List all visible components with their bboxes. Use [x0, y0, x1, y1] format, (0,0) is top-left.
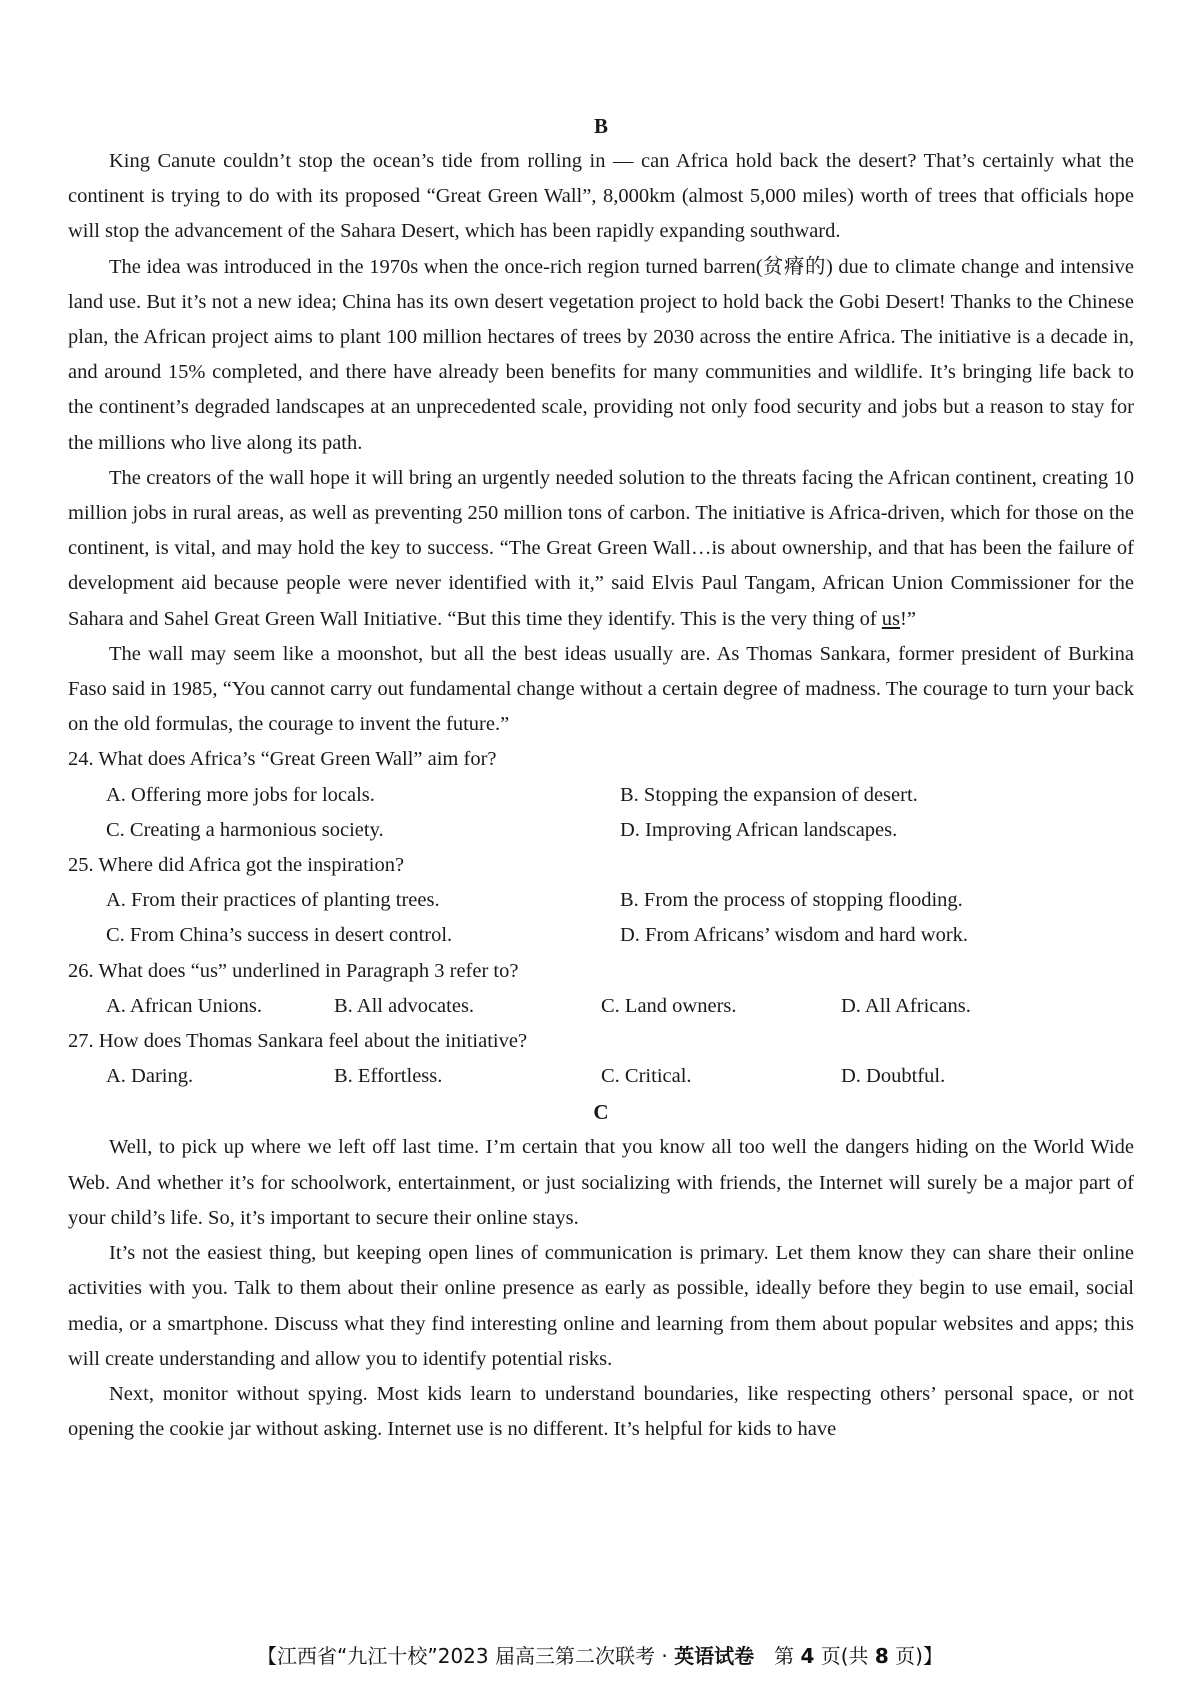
passage-c-paragraph-1: Well, to pick up where we left off last time. I’m certain that you know all too well the dangers hiding on the World Wide Web. And whether it’s for schoolwork, entertainment, or just socializing with friends, the Internet will surely be a major part of your child’s life. So, it’s important to secure their online stays. [68, 1136, 1134, 1229]
questions-b [68, 742, 1134, 1094]
question-stem: 24. What does Africa’s “Great Green Wall” aim for? [68, 748, 497, 771]
page-suffix: 页) [888, 1644, 923, 1668]
page-footer [0, 1642, 1200, 1670]
paragraph-3-text: The creators of the wall hope it will bring an urgently needed solution to the threats facing the African continent, creating 10 million jobs in rural areas, as well as preventing 250 million tons of carbon. The initiative is Africa-driven, which for those on the continent, is vital, and may hold the key to success. “The Great Green Wall…is about ownership, and that has been the failure of development aid because people were never identified with it,” said Elvis Paul Tangam, African Union Commissioner for the Sahara and Sahel Great Green Wall Initiative. “But this time they identify. This is the very thing of [68, 466, 1134, 630]
question-25 [68, 848, 1134, 954]
option-a[interactable]: A. Offering more jobs for locals. [106, 783, 375, 806]
option-a[interactable]: A. Daring. [106, 1065, 194, 1088]
question-stem: 27. How does Thomas Sankara feel about the initiative? [68, 1030, 528, 1053]
passage-b-paragraph-3 [68, 461, 1134, 637]
passage-b-paragraph-2: The idea was introduced in the 1970s when the once-rich region turned barren(贫瘠的) due to climate change and intensive land use. But it’s not a new idea; China has its own desert vegetation project to hold back the Gobi Desert! Thanks to the Chinese plan, the African project aims to plant 100 million hectares of trees by 2030 across the entire Africa. The initiative is a decade in, and around 15% completed, and there have already been benefits for many communities and wildlife. It’s bringing life back to the continent’s degraded landscapes at an unprecedented scale, providing not only food security and jobs but a reason to stay for the millions who live along its path. [68, 255, 1134, 454]
passage-c-paragraph-3: Next, monitor without spying. Most kids learn to understand boundaries, like respecting others’ personal space, or not opening the cookie jar without asking. Internet use is no different. It’s helpful for kids to have [68, 1382, 1134, 1441]
question-stem: 26. What does “us” underlined in Paragraph 3 refer to? [68, 959, 519, 982]
option-c[interactable]: C. Creating a harmonious society. [106, 818, 384, 841]
answer-options [68, 778, 1134, 848]
passage-b-paragraph-1: King Canute couldn’t stop the ocean’s tide from rolling in — can Africa hold back the desert? That’s certainly what the continent is trying to do with its proposed “Great Green Wall”, 8,000km (almost 5,000 miles) worth of trees that officials hope will stop the advancement of the Sahara Desert, which has been rapidly expanding southward. [68, 150, 1134, 243]
question-24 [68, 742, 1134, 848]
passage-b-paragraph-4: The wall may seem like a moonshot, but all the best ideas usually are. As Thomas Sankara, former president of Burkina Faso said in 1985, “You cannot carry out fundamental change without a certain degree of madness. The courage to turn your back on the old formulas, the courage to invent the future.” [68, 642, 1134, 736]
footer-close-bracket: 】 [922, 1644, 943, 1668]
question-26 [68, 954, 1134, 1024]
underlined-word-us: us [881, 607, 901, 630]
exam-name: 江西省“九江十校”2023 届高三第二次联考 · [277, 1644, 675, 1668]
section-heading-b: B [593, 114, 608, 138]
subject-name: 英语试卷 [674, 1644, 755, 1668]
footer-open-bracket: 【 [257, 1644, 278, 1668]
section-b [68, 108, 1134, 742]
answer-options [68, 1059, 1134, 1094]
page-number: 4 [800, 1644, 815, 1668]
answer-options [68, 989, 1134, 1024]
question-27 [68, 1024, 1134, 1094]
answer-options [68, 883, 1134, 953]
section-c [68, 1094, 1134, 1447]
option-a[interactable]: A. African Unions. [106, 994, 263, 1017]
option-d[interactable]: D. Improving African landscapes. [620, 818, 898, 841]
section-heading-c: C [593, 1100, 609, 1125]
passage-c-paragraph-2: It’s not the easiest thing, but keeping open lines of communication is primary. Let them know they can share their online activities with you. Talk to them about their online presence as early as possible, ideally before they begin to use email, social media, or a smartphone. Discuss what they find interesting online and learning from them about popular websites and apps; this will create understanding and allow you to identify potential risks. [68, 1242, 1134, 1370]
option-d[interactable]: D. All Africans. [841, 994, 971, 1017]
option-d[interactable]: D. Doubtful. [841, 1065, 946, 1088]
option-d[interactable]: D. From Africans’ wisdom and hard work. [620, 924, 969, 947]
option-b[interactable]: B. Effortless. [334, 1065, 443, 1088]
option-c[interactable]: C. Land owners. [601, 994, 737, 1017]
page-middle: 页(共 [814, 1644, 875, 1668]
option-b[interactable]: B. Stopping the expansion of desert. [620, 783, 918, 806]
option-b[interactable]: B. From the process of stopping flooding. [620, 889, 963, 912]
question-stem: 25. Where did Africa got the inspiration? [68, 854, 405, 877]
paragraph-3-closing: !” [900, 607, 916, 630]
option-a[interactable]: A. From their practices of planting trees. [106, 889, 440, 912]
option-c[interactable]: C. Critical. [601, 1065, 692, 1088]
page-prefix: 第 [754, 1644, 801, 1668]
option-b[interactable]: B. All advocates. [334, 994, 475, 1017]
total-pages: 8 [874, 1644, 889, 1668]
option-c[interactable]: C. From China’s success in desert control. [106, 924, 453, 947]
